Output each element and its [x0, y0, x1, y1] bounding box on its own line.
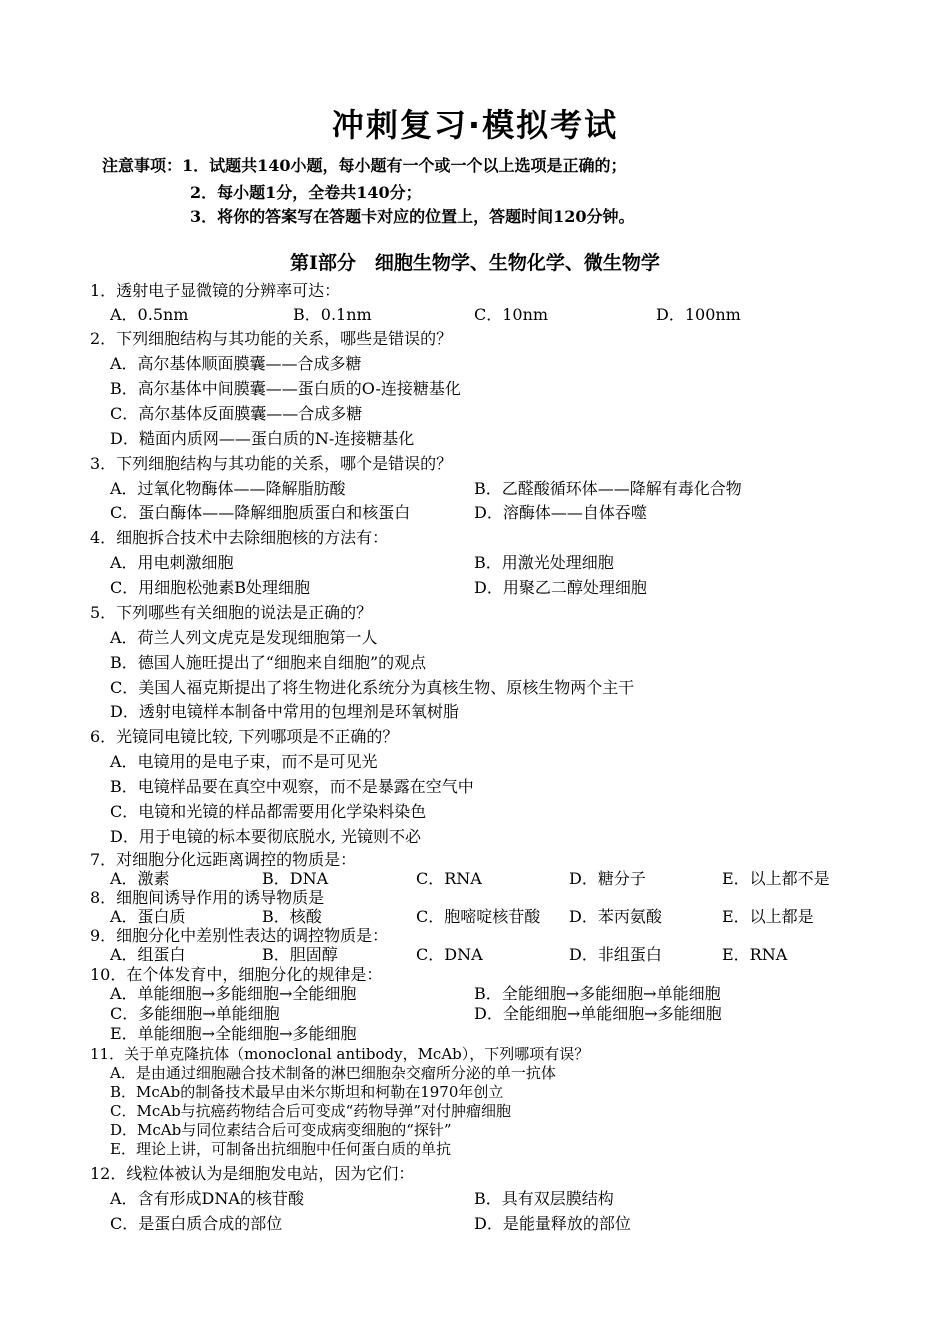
option: C．10nm: [474, 305, 549, 324]
option: D．苯丙氨酸: [569, 907, 662, 926]
question-stem: 1．透射电子显微镜的分辨率可达：: [90, 281, 341, 300]
option: A．单能细胞→多能细胞→全能细胞: [110, 984, 357, 1003]
option: A．激素: [110, 869, 170, 888]
option: C．多能细胞→单能细胞: [110, 1004, 280, 1023]
option: D．是能量释放的部位: [474, 1214, 631, 1233]
option: D．糙面内质网——蛋白质的N-连接糖基化: [110, 429, 415, 448]
option: C．胞嘧啶核苷酸: [416, 907, 541, 926]
option: D．全能细胞→单能细胞→多能细胞: [474, 1004, 722, 1023]
option: A．蛋白质: [110, 907, 186, 926]
option: A．组蛋白: [110, 945, 186, 964]
option: A．0.5nm: [110, 305, 189, 324]
option: B．0.1nm: [293, 305, 372, 324]
page-title: 冲刺复习·模拟考试: [331, 106, 619, 144]
option: E．单能细胞→全能细胞→多能细胞: [110, 1024, 357, 1043]
option: C．电镜和光镜的样品都需要用化学染料染色: [110, 802, 427, 821]
option: C．高尔基体反面膜囊——合成多糖: [110, 404, 363, 423]
option: C．DNA: [416, 945, 483, 964]
option: B．电镜样品要在真空中观察，而不是暴露在空气中: [110, 777, 474, 796]
option: C．McAb与抗癌药物结合后可变成“药物导弹”对付肿瘤细胞: [110, 1102, 512, 1120]
question-stem: 12．线粒体被认为是细胞发电站，因为它们：: [90, 1164, 415, 1183]
question-stem: 10．在个体发育中，细胞分化的规律是：: [90, 965, 383, 984]
question-stem: 4．细胞拆合技术中去除细胞核的方法有：: [90, 528, 389, 547]
section-title: 第Ⅰ部分 细胞生物学、生物化学、微生物学: [290, 252, 660, 274]
option: D．McAb与同位素结合后可变成病变细胞的“探针”: [110, 1121, 452, 1139]
option: B．乙醛酸循环体——降解有毒化合物: [474, 479, 742, 498]
question-stem: 5．下列哪些有关细胞的说法是正确的？: [90, 603, 373, 622]
question-stem: 3．下列细胞结构与其功能的关系，哪个是错误的？: [90, 454, 453, 473]
option: D．用聚乙二醇处理细胞: [474, 578, 647, 597]
option: A．是由通过细胞融合技术制备的淋巴细胞杂交瘤所分泌的单一抗体: [110, 1064, 556, 1082]
option: A．电镜用的是电子束，而不是可见光: [110, 752, 378, 771]
question-stem: 11．关于单克隆抗体（monoclonal antibody，McAb），下列哪项有误？: [90, 1045, 590, 1063]
notice-line-2: 2．每小题1分，全卷共140分；: [190, 183, 422, 202]
option: A．高尔基体顺面膜囊——合成多糖: [110, 354, 362, 373]
option: D．透射电镜样本制备中常用的包埋剂是环氧树脂: [110, 702, 459, 721]
option: B．McAb的制备技术最早由米尔斯坦和柯勒在1970年创立: [110, 1083, 504, 1101]
option: C．是蛋白质合成的部位: [110, 1214, 283, 1233]
option: D．非组蛋白: [569, 945, 662, 964]
option: E．以上都不是: [722, 869, 830, 888]
option: B．DNA: [262, 869, 329, 888]
option: A．用电刺激细胞: [110, 553, 234, 572]
notice-line-3: 3．将你的答案写在答题卡对应的位置上，答题时间120分钟。: [190, 207, 635, 226]
question-stem: 2．下列细胞结构与其功能的关系，哪些是错误的？: [90, 329, 453, 348]
option: C．用细胞松弛素B处理细胞: [110, 578, 311, 597]
option: D．用于电镜的标本要彻底脱水, 光镜则不必: [110, 827, 422, 846]
option: B．高尔基体中间膜囊——蛋白质的O-连接糖基化: [110, 379, 461, 398]
option: A．过氧化物酶体——降解脂肪酸: [110, 479, 346, 498]
question-stem: 9．细胞分化中差别性表达的调控物质是：: [90, 926, 389, 945]
option: E．以上都是: [722, 907, 814, 926]
option: A．荷兰人列文虎克是发现细胞第一人: [110, 628, 378, 647]
option: B．核酸: [262, 907, 322, 926]
option: A．含有形成DNA的核苷酸: [110, 1189, 304, 1208]
option: D．100nm: [656, 305, 741, 324]
notice-line-1: 注意事项：1．试题共140小题，每小题有一个或一个以上选项是正确的；: [102, 156, 627, 175]
option: C．蛋白酶体——降解细胞质蛋白和核蛋白: [110, 503, 411, 522]
option: B．用激光处理细胞: [474, 553, 614, 572]
option: E．RNA: [722, 945, 788, 964]
option: D．溶酶体——自体吞噬: [474, 503, 647, 522]
option: B．具有双层膜结构: [474, 1189, 614, 1208]
option: E．理论上讲，可制备出抗细胞中任何蛋白质的单抗: [110, 1140, 451, 1158]
option: B．胆固醇: [262, 945, 338, 964]
option: C．RNA: [416, 869, 482, 888]
option: B．德国人施旺提出了“细胞来自细胞”的观点: [110, 653, 427, 672]
option: C．美国人福克斯提出了将生物进化系统分为真核生物、原核生物两个主干: [110, 678, 635, 697]
question-stem: 8．细胞间诱导作用的诱导物质是: [90, 888, 325, 907]
question-stem: 6．光镜同电镜比较, 下列哪项是不正确的？: [90, 727, 399, 746]
option: B．全能细胞→多能细胞→单能细胞: [474, 984, 721, 1003]
question-stem: 7．对细胞分化远距离调控的物质是：: [90, 850, 357, 869]
option: D．糖分子: [569, 869, 646, 888]
